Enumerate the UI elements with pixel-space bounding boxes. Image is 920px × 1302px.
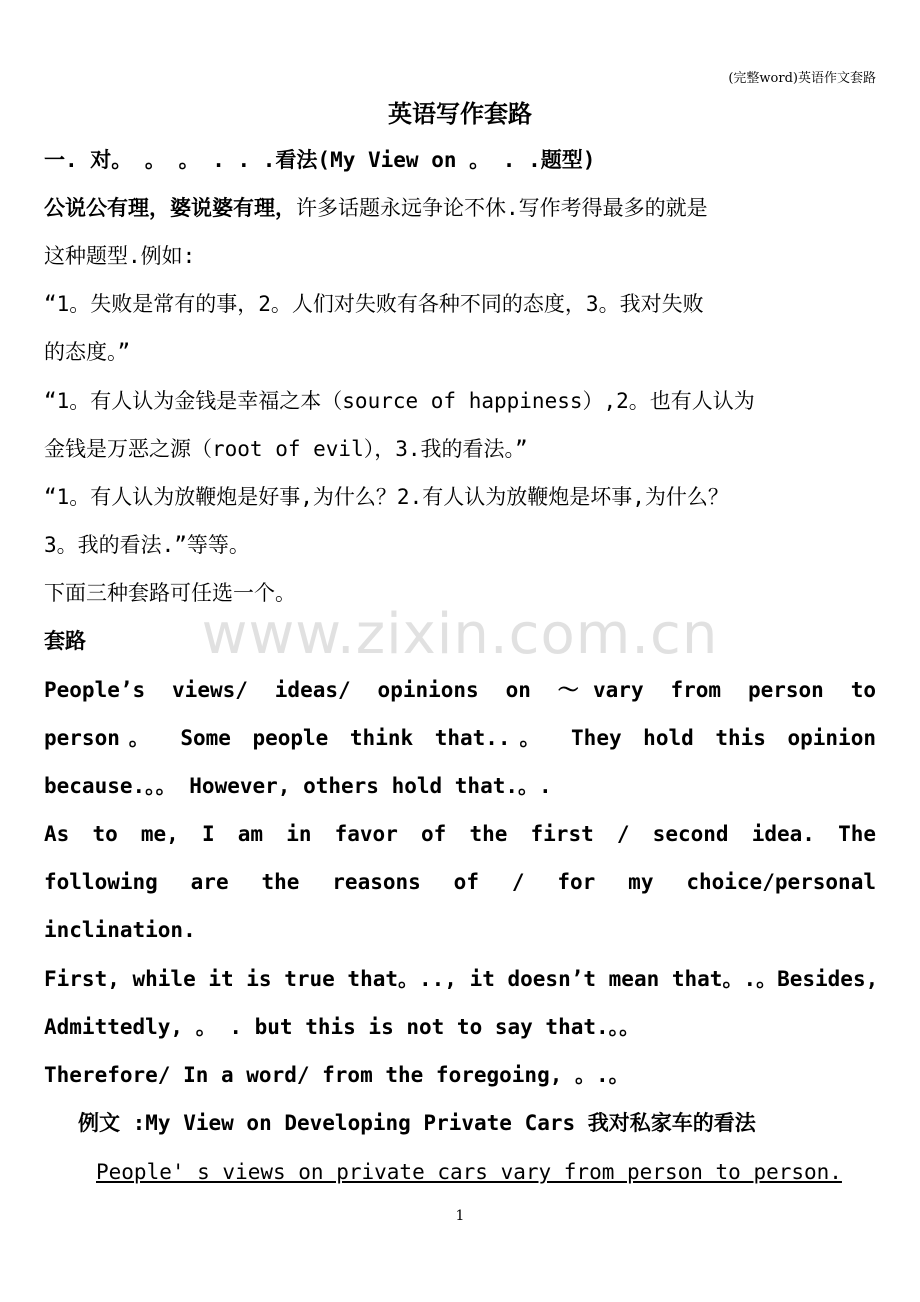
template-line: because.。。 However, others hold that.。. — [44, 774, 552, 798]
template-line: following are the reasons of / for my choice/personal — [44, 870, 876, 894]
template-line: person。 Some people think that..。 They hold this opinion — [44, 726, 876, 750]
template-line: Admittedly, 。 . but this is not to say that.。。 — [44, 1015, 641, 1039]
example-3-line-2: 3。我的看法.”等等。 — [44, 533, 250, 557]
template-line: First, while it is true that。.., it doesn’t mean that。.。Besides, — [44, 967, 879, 991]
template-line: People’s views/ ideas/ opinions on ～vary from person to — [44, 678, 876, 702]
example-2-line-2: 金钱是万恶之源（root of evil），3.我的看法。” — [44, 437, 528, 461]
page-number: 1 — [455, 1208, 465, 1224]
watermark: www.zixin.com.cn — [201, 602, 719, 667]
example-essay-title: 例文 :My View on Developing Private Cars 我对私家车的看法 — [78, 1111, 756, 1135]
example-1-line-2: 的态度。” — [44, 340, 131, 364]
intro-line-1 — [44, 184, 876, 232]
example-essay-first-sentence: People' s views on private cars vary from person to person. — [96, 1160, 842, 1184]
section-heading: 一. 对。 。 。 . . .看法(My View on 。 . .题型) — [44, 148, 596, 172]
example-2-line-1: “1。有人认为金钱是幸福之本（source of happiness）,2。也有人认为 — [44, 389, 755, 413]
template-line: As to me, I am in favor of the first / second idea. The — [44, 822, 876, 846]
intro-bold-text: 公说公有理，婆说婆有理， — [44, 196, 296, 220]
intro-line-2: 这种题型.例如: — [44, 244, 196, 268]
intro-rest-text: 许多话题永远争论不休.写作考得最多的就是 — [296, 196, 708, 220]
document-title: 英语写作套路 — [388, 100, 532, 128]
template-line: Therefore/ In a word/ from the foregoing, 。.。 — [44, 1063, 630, 1087]
choose-line: 下面三种套路可任选一个。 — [44, 581, 296, 605]
template-line: inclination. — [44, 918, 196, 942]
example-3-line-1: “1。有人认为放鞭炮是好事,为什么？2.有人认为放鞭炮是坏事,为什么？ — [44, 485, 729, 509]
example-1-line-1: “1。失败是常有的事，2。人们对失败有各种不同的态度，3。我对失败 — [44, 292, 704, 316]
page-header: (完整word)英语作文套路 — [728, 71, 876, 86]
template-heading: 套路 — [44, 629, 86, 653]
